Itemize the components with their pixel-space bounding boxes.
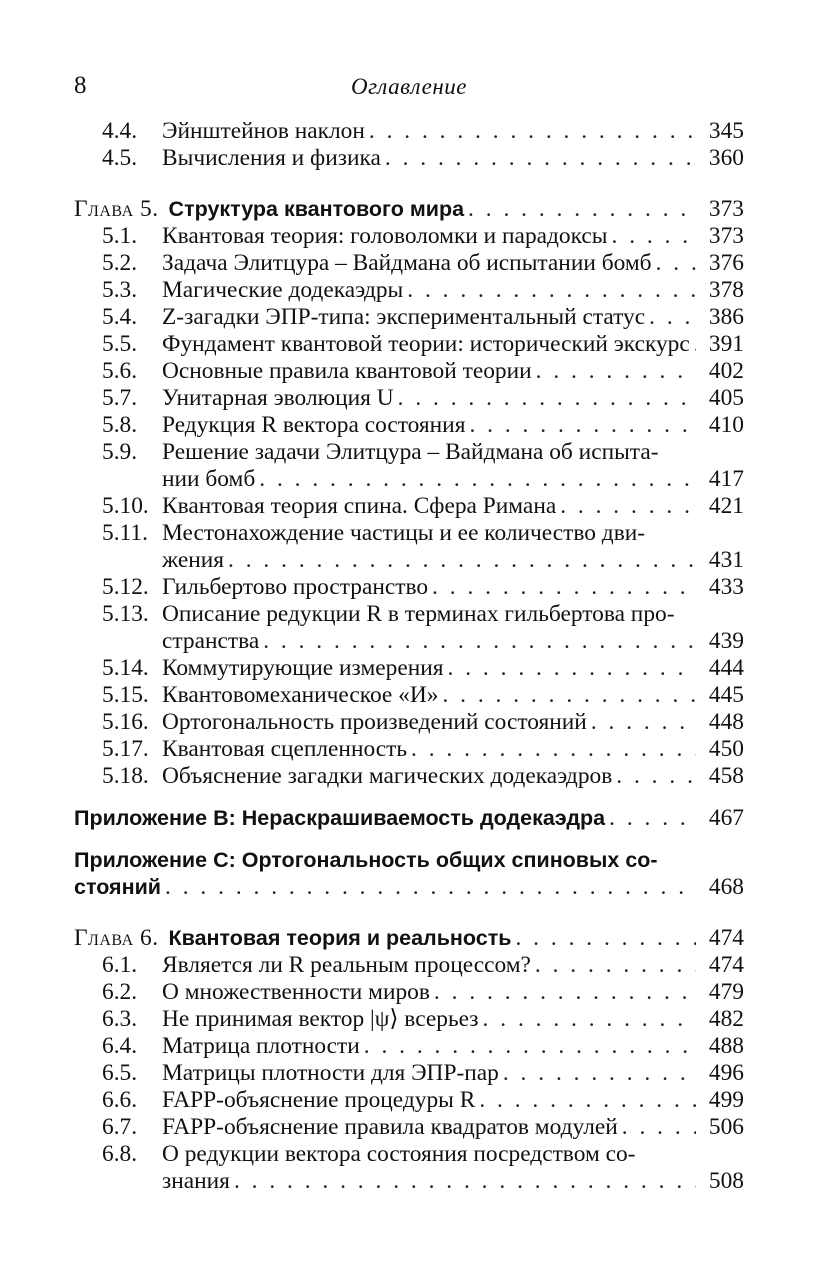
dot-leader (649, 304, 696, 331)
toc-entry (74, 118, 744, 145)
toc-entry (74, 979, 744, 1006)
toc-entry-title: Решение задачи Элитцура – Вайдмана об испыта- (162, 439, 659, 465)
dot-leader (407, 277, 696, 304)
toc-title-wrap (162, 412, 700, 439)
toc-entry (74, 250, 744, 277)
dot-leader (535, 952, 696, 979)
toc-title-wrap (162, 466, 700, 493)
toc-entry-title: О редукции вектора состояния посредством со- (162, 1141, 636, 1167)
toc-row (74, 196, 744, 223)
dot-leader (165, 874, 696, 901)
toc-page-number: 467 (708, 805, 744, 831)
dot-leader (694, 331, 696, 358)
toc-entry-number: 6.8. (102, 1141, 138, 1167)
toc-continuation-row (74, 874, 744, 901)
toc-title-wrap (162, 358, 700, 385)
toc-entry-title: Не принимая вектор |ψ⟩ всерьез (162, 1006, 479, 1032)
toc-entry-title: FAPP-объяснение процедуры R (162, 1087, 476, 1113)
toc-page-number: 474 (708, 925, 744, 951)
toc-row (74, 601, 744, 628)
toc-row (74, 1060, 744, 1087)
toc-row (74, 574, 744, 601)
toc-entry (74, 493, 744, 520)
toc-entry (74, 925, 744, 952)
toc-entry-number: 5.6. (102, 358, 138, 384)
toc-entry-number: 5.4. (102, 304, 138, 330)
toc-title-wrap (162, 952, 700, 979)
toc-page-number: 445 (708, 682, 744, 708)
toc-entry-number: 6.2. (102, 979, 138, 1005)
toc-title-wrap (162, 439, 744, 466)
toc-entry-number: 5.17. (102, 736, 149, 762)
table-of-contents (74, 118, 744, 1195)
toc-entry (74, 1087, 744, 1114)
toc-title-wrap (162, 763, 700, 790)
toc-entry (74, 277, 744, 304)
toc-entry-number: Глава 5. (74, 196, 159, 222)
toc-row (74, 385, 744, 412)
toc-entry-title: Квантовомеханическое «И» (162, 682, 439, 708)
toc-title-wrap (162, 250, 700, 277)
toc-row (74, 304, 744, 331)
toc-entry-title-continued: жения (162, 547, 225, 573)
dot-leader (591, 709, 696, 736)
toc-entry-number: 5.5. (102, 331, 138, 357)
dot-leader (622, 1114, 696, 1141)
toc-entry-title-continued: странства (162, 628, 260, 654)
toc-entry-title: FAPP-объяснение правила квадратов модулей (162, 1114, 618, 1140)
toc-page-number: 482 (708, 1006, 744, 1032)
toc-entry-number: 5.15. (102, 682, 149, 708)
toc-entry-title: Унитарная эволюция U (162, 385, 394, 411)
toc-entry-number: 5.12. (102, 574, 149, 600)
toc-entry (74, 763, 744, 790)
dot-leader (259, 466, 696, 493)
dot-leader (560, 493, 696, 520)
dot-leader (616, 763, 696, 790)
dot-leader (515, 925, 696, 952)
toc-title-wrap (162, 574, 700, 601)
toc-row (74, 763, 744, 790)
toc-entry-title: Приложение С: Ортогональность общих спиновых со- (74, 848, 658, 872)
toc-page-number: 508 (708, 1168, 744, 1194)
toc-page-number: 402 (708, 358, 744, 384)
toc-entry-number: 6.7. (102, 1114, 138, 1140)
toc-row (74, 682, 744, 709)
toc-entry (74, 682, 744, 709)
toc-entry (74, 574, 744, 601)
toc-page-number: 360 (708, 145, 744, 171)
toc-entry-title: Ортогональность произведений состояний (162, 709, 587, 735)
toc-row (74, 1006, 744, 1033)
running-head (74, 72, 744, 106)
dot-leader (411, 736, 696, 763)
toc-page-number: 458 (708, 763, 744, 789)
toc-continuation-row (74, 547, 744, 574)
toc-page-number: 376 (708, 250, 744, 276)
toc-title-wrap (162, 277, 700, 304)
dot-leader (479, 1087, 696, 1114)
toc-entry-number: 5.14. (102, 655, 149, 681)
dot-leader (612, 223, 697, 250)
toc-entry-title: Магические додекаэдры (162, 277, 404, 303)
dot-leader (263, 628, 696, 655)
toc-entry-title: Квантовая теория: головоломки и парадоксы (162, 223, 608, 249)
toc-entry (74, 439, 744, 493)
toc-title-wrap (162, 1033, 700, 1060)
toc-entry-title: Задача Элитцура – Вайдмана об испытании бомб (162, 250, 652, 276)
toc-entry (74, 223, 744, 250)
toc-title-wrap (162, 1006, 700, 1033)
toc-entry-number: 6.5. (102, 1060, 138, 1086)
toc-entry-title: О множественности миров (162, 979, 430, 1005)
dot-leader (434, 979, 696, 1006)
toc-entry (74, 1141, 744, 1195)
toc-title-wrap (169, 925, 700, 952)
toc-entry-title: Структура квантового мира (168, 197, 465, 221)
toc-entry-number: 5.10. (102, 493, 149, 519)
toc-entry-title: Z-загадки ЭПР-типа: экспериментальный статус (162, 304, 646, 330)
page-number: 8 (74, 72, 87, 99)
toc-row (74, 709, 744, 736)
dot-leader (385, 145, 696, 172)
toc-entry-title-continued: стояний (74, 875, 162, 899)
dot-leader (469, 412, 696, 439)
toc-page-number: 468 (708, 874, 744, 900)
toc-row (74, 250, 744, 277)
toc-page-number: 373 (708, 223, 744, 249)
dot-leader (432, 574, 696, 601)
toc-title-wrap (162, 331, 700, 358)
toc-entry-number: 4.5. (102, 145, 138, 171)
toc-page-number: 506 (708, 1114, 744, 1140)
toc-page-number: 391 (708, 331, 744, 357)
dot-leader (234, 1168, 696, 1195)
spacer (74, 790, 744, 805)
toc-entry (74, 1114, 744, 1141)
toc-entry (74, 331, 744, 358)
toc-row (74, 736, 744, 763)
toc-title-wrap (74, 805, 700, 832)
toc-title-wrap (162, 520, 744, 547)
toc-entry-number: 6.6. (102, 1087, 138, 1113)
toc-page-number: 431 (708, 547, 744, 573)
toc-entry-title: Квантовая теория и реальность (168, 926, 512, 950)
toc-entry (74, 1006, 744, 1033)
toc-row (74, 277, 744, 304)
toc-title-wrap (162, 601, 744, 628)
toc-entry-title-continued: знания (162, 1168, 230, 1194)
toc-row (74, 358, 744, 385)
toc-entry-number: 5.18. (102, 763, 149, 789)
toc-entry-title: Квантовая сцепленность (162, 736, 408, 762)
dot-leader (483, 1006, 696, 1033)
toc-page-number: 373 (708, 196, 744, 222)
toc-title-wrap (162, 547, 700, 574)
toc-row (74, 847, 744, 874)
dot-leader (442, 682, 696, 709)
toc-title-wrap (162, 1168, 700, 1195)
toc-page-number: 439 (708, 628, 744, 654)
toc-entry-number: 5.3. (102, 277, 138, 303)
toc-entry (74, 385, 744, 412)
toc-title-wrap (162, 1087, 700, 1114)
toc-entry (74, 952, 744, 979)
toc-continuation-row (74, 628, 744, 655)
toc-page-number: 488 (708, 1033, 744, 1059)
dot-leader (656, 250, 696, 277)
toc-entry (74, 601, 744, 655)
toc-title-wrap (74, 847, 744, 874)
toc-entry-number: 5.16. (102, 709, 149, 735)
toc-entry-title: Объяснение загадки магических додекаэдров (162, 763, 613, 789)
toc-entry-number: Глава 6. (74, 925, 159, 951)
toc-title-wrap (162, 682, 700, 709)
toc-title-wrap (162, 709, 700, 736)
toc-entry-number: 5.1. (102, 223, 138, 249)
dot-leader (468, 196, 696, 223)
toc-entry-title: Коммутирующие измерения (162, 655, 444, 681)
toc-title-wrap (162, 1114, 700, 1141)
toc-entry-title: Матрицы плотности для ЭПР-пар (162, 1060, 499, 1086)
dot-leader (369, 118, 696, 145)
toc-entry (74, 847, 744, 901)
toc-page-number: 479 (708, 979, 744, 1005)
toc-entry-title: Гильбертово пространство (162, 574, 429, 600)
dot-leader (503, 1060, 696, 1087)
toc-title-wrap (169, 196, 700, 223)
toc-page-number: 433 (708, 574, 744, 600)
toc-row (74, 493, 744, 520)
toc-entry (74, 1060, 744, 1087)
toc-entry-number: 5.13. (102, 601, 149, 627)
dot-leader (609, 805, 696, 832)
toc-row (74, 331, 744, 358)
running-header-title: Оглавление (350, 74, 467, 99)
toc-title-wrap (162, 118, 700, 145)
toc-entry-number: 5.11. (102, 520, 148, 546)
toc-page-number: 474 (708, 952, 744, 978)
toc-title-wrap (162, 1141, 744, 1168)
toc-entry-title: Вычисления и физика (162, 145, 381, 171)
dot-leader (364, 1033, 696, 1060)
toc-row (74, 1087, 744, 1114)
spacer (74, 172, 744, 196)
toc-entry-number: 6.1. (102, 952, 138, 978)
toc-row (74, 952, 744, 979)
toc-continuation-row (74, 466, 744, 493)
toc-row (74, 805, 744, 832)
toc-entry-title-continued: нии бомб (162, 466, 256, 492)
toc-row (74, 412, 744, 439)
toc-page-number: 386 (708, 304, 744, 330)
toc-row (74, 1033, 744, 1060)
toc-row (74, 925, 744, 952)
toc-title-wrap (162, 223, 700, 250)
toc-entry-title: Эйнштейнов наклон (162, 118, 365, 144)
toc-entry (74, 196, 744, 223)
toc-page-number: 496 (708, 1060, 744, 1086)
toc-row (74, 223, 744, 250)
toc-row (74, 439, 744, 466)
spacer (74, 901, 744, 925)
toc-entry-title: Приложение В: Нераскрашиваемость додекаэдра (74, 806, 606, 830)
toc-continuation-row (74, 1168, 744, 1195)
toc-title-wrap (162, 385, 700, 412)
toc-title-wrap (162, 628, 700, 655)
toc-entry-number: 5.9. (102, 439, 138, 465)
toc-entry (74, 805, 744, 832)
toc-entry-number: 5.7. (102, 385, 138, 411)
toc-title-wrap (162, 1060, 700, 1087)
toc-entry-title: Квантовая теория спина. Сфера Римана (162, 493, 557, 519)
toc-row (74, 1141, 744, 1168)
toc-page-number: 405 (708, 385, 744, 411)
toc-row (74, 145, 744, 172)
toc-title-wrap (162, 979, 700, 1006)
toc-entry-number: 6.4. (102, 1033, 138, 1059)
toc-page-number: 450 (708, 736, 744, 762)
toc-row (74, 1114, 744, 1141)
toc-title-wrap (162, 736, 700, 763)
toc-entry-number: 4.4. (102, 118, 138, 144)
toc-page-number: 345 (708, 118, 744, 144)
toc-entry-title: Описание редукции R в терминах гильбертова про- (162, 601, 675, 627)
toc-title-wrap (162, 655, 700, 682)
dot-leader (448, 655, 696, 682)
toc-entry (74, 145, 744, 172)
toc-entry (74, 520, 744, 574)
toc-entry-title: Редукция R вектора состояния (162, 412, 466, 438)
toc-page-number: 499 (708, 1087, 744, 1113)
dot-leader (228, 547, 696, 574)
toc-row (74, 655, 744, 682)
toc-entry-number: 5.2. (102, 250, 138, 276)
toc-page-number: 378 (708, 277, 744, 303)
toc-entry-number: 6.3. (102, 1006, 138, 1032)
toc-entry-number: 5.8. (102, 412, 138, 438)
toc-row (74, 118, 744, 145)
spacer (74, 832, 744, 847)
toc-title-wrap (162, 304, 700, 331)
toc-entry (74, 1033, 744, 1060)
toc-entry (74, 304, 744, 331)
toc-entry-title: Местонахождение частицы и ее количество дви- (162, 520, 646, 546)
dot-leader (398, 385, 696, 412)
toc-page-number: 417 (708, 466, 744, 492)
toc-entry-title: Матрица плотности (162, 1033, 360, 1059)
toc-page-number: 448 (708, 709, 744, 735)
toc-entry (74, 736, 744, 763)
toc-row (74, 979, 744, 1006)
toc-entry-title: Является ли R реальным процессом? (162, 952, 531, 978)
toc-row (74, 520, 744, 547)
toc-entry (74, 709, 744, 736)
toc-title-wrap (162, 493, 700, 520)
toc-page-number: 410 (708, 412, 744, 438)
toc-entry (74, 412, 744, 439)
toc-page-number: 444 (708, 655, 744, 681)
toc-entry (74, 358, 744, 385)
toc-page-number: 421 (708, 493, 744, 519)
toc-title-wrap (162, 145, 700, 172)
toc-title-wrap (74, 874, 700, 901)
dot-leader (536, 358, 696, 385)
toc-entry (74, 655, 744, 682)
toc-entry-title: Основные правила квантовой теории (162, 358, 532, 384)
toc-entry-title: Фундамент квантовой теории: исторический экскурс (162, 331, 690, 357)
